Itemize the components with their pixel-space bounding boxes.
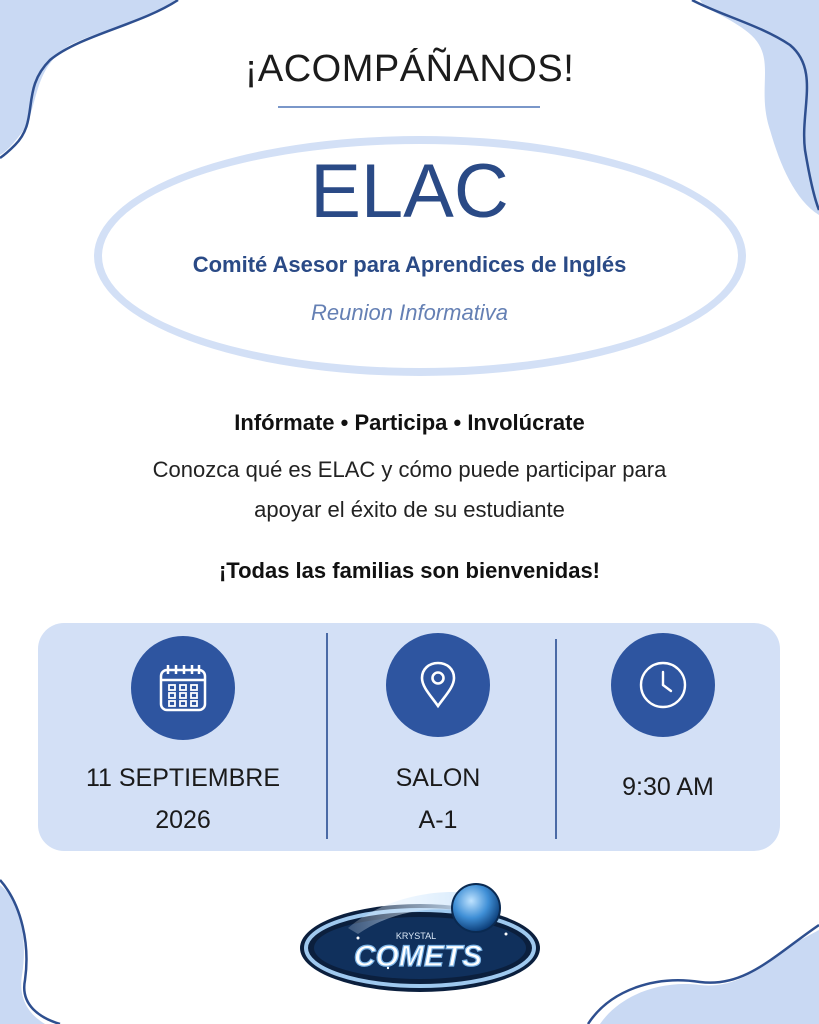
description-line-2: apoyar el éxito de su estudiante [254, 497, 565, 522]
tagline: Reunion Informativa [311, 300, 508, 325]
page-title: ELAC [310, 149, 509, 234]
event-date-line-2: 2026 [155, 806, 211, 834]
event-info-box [38, 623, 780, 851]
event-location-line-2: A-1 [418, 806, 458, 834]
logo-small-text: KRYSTAL [395, 931, 437, 941]
subtitle: Comité Asesor para Aprendices de Inglés [192, 252, 627, 277]
welcome-message: ¡Todas las familias son bienvenidas! [218, 558, 601, 583]
event-date-line-1: 11 SEPTIEMBRE [85, 764, 281, 792]
krystal-comets-logo [298, 876, 548, 998]
info-divider-2 [555, 639, 557, 839]
values-line: Infórmate • Participa • Involúcrate [234, 410, 585, 435]
description-line-1: Conozca qué es ELAC y cómo puede participar para [152, 457, 667, 482]
map-pin-icon [386, 633, 490, 737]
logo-big-text: COMETS [353, 940, 483, 973]
event-location-line-1: SALON [395, 764, 481, 792]
headline: ¡ACOMPÁÑANOS! [244, 48, 575, 90]
event-time: 9:30 AM [622, 773, 714, 801]
calendar-icon [131, 636, 235, 740]
event-location [338, 757, 538, 841]
description [0, 450, 819, 530]
event-date [58, 757, 308, 841]
clock-icon [611, 633, 715, 737]
headline-divider [278, 106, 540, 108]
info-divider-1 [326, 633, 328, 839]
